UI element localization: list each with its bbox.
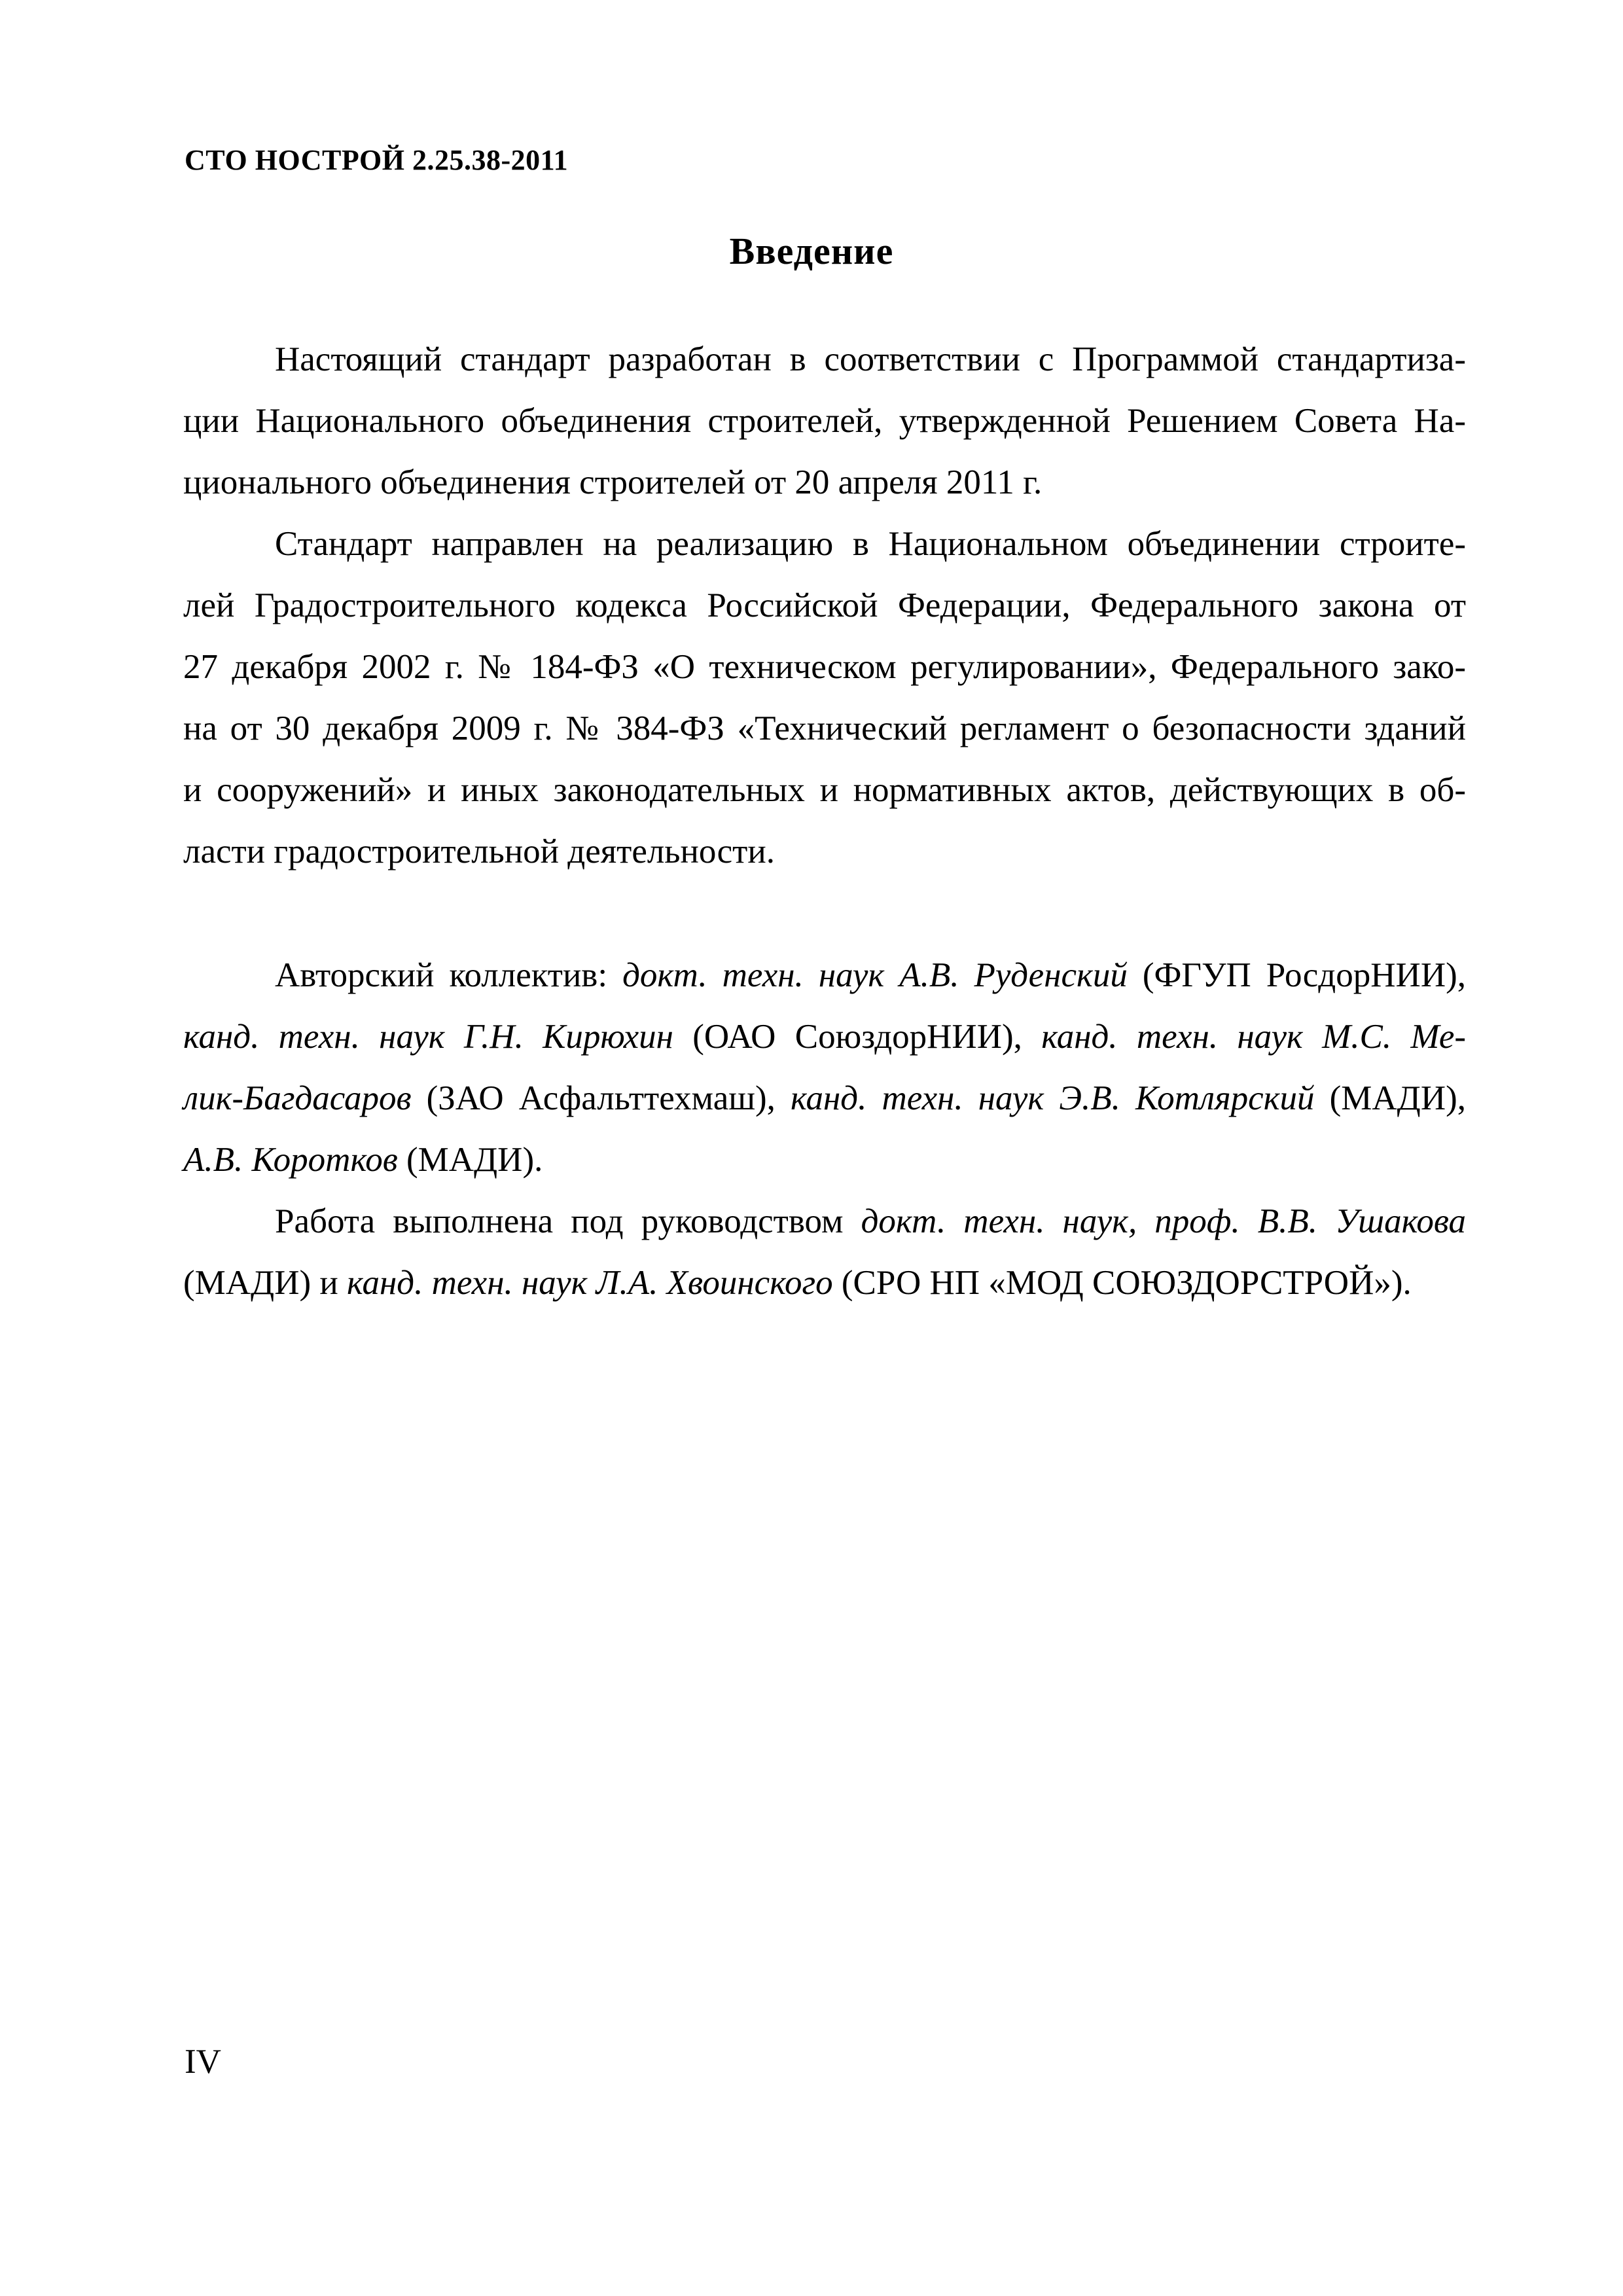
author-org: (МАДИ), [1314, 1079, 1466, 1117]
text-line [183, 1006, 1466, 1067]
author-korotkov: А.В. Коротков [183, 1141, 398, 1179]
supervisor-org: (МАДИ) и [183, 1264, 347, 1302]
paragraph-supervision [183, 1191, 1466, 1314]
text-line [183, 1252, 1466, 1314]
paragraph-purpose [183, 513, 1466, 882]
author-rudensky: докт. техн. наук А.В. Руденский [622, 956, 1128, 994]
standard-code-header: СТО НОСТРОЙ 2.25.38-2011 [185, 144, 569, 176]
text-line [183, 1129, 1466, 1191]
text-line [183, 1067, 1466, 1129]
paragraph-gap [183, 882, 1466, 944]
author-org: (МАДИ). [397, 1141, 543, 1179]
supervision-intro: Работа выполнена под руководством [275, 1202, 861, 1240]
author-melik-bagdasarov-cont: лик-Багдасаров [183, 1079, 412, 1117]
text-line [183, 1191, 1466, 1252]
page-number: IV [185, 2043, 221, 2081]
page-title: Введение [729, 230, 894, 272]
text-line: 27 декабря 2002 г. № 184-ФЗ «О техническом регулировании», Федерального зако- [183, 648, 1466, 686]
document-body [183, 329, 1466, 1314]
author-org: (ОАО СоюздорНИИ), [673, 1018, 1042, 1056]
supervisor-org: (СРО НП «МОД СОЮЗДОРСТРОЙ»). [832, 1264, 1412, 1302]
text-line [183, 944, 1466, 1006]
text-line: и сооружений» и иных законодательных и нормативных актов, действующих в об- [183, 771, 1466, 809]
author-kiryukhin: канд. техн. наук Г.Н. Кирюхин [183, 1018, 673, 1056]
text-line: на от 30 декабря 2009 г. № 384-ФЗ «Технический регламент о безопасности зданий [183, 709, 1466, 747]
text-line: лей Градостроительного кодекса Российской Федерации, Федерального закона от [183, 586, 1466, 624]
text-line: ционального объединения строителей от 20 апреля 2011 г. [183, 463, 1043, 501]
author-org: (ЗАО Асфальттехмаш), [411, 1079, 791, 1117]
text-line: ласти градостроительной деятельности. [183, 833, 775, 870]
author-melik-bagdasarov: канд. техн. наук М.С. Ме- [1041, 1018, 1467, 1056]
author-kotlyarsky: канд. техн. наук Э.В. Котлярский [791, 1079, 1315, 1117]
text-line: ции Национального объединения строителей, утвержденной Решением Совета На- [183, 402, 1466, 440]
text-line: Настоящий стандарт разработан в соответствии с Программой стандартиза- [275, 340, 1466, 378]
supervisor-khvoinsky: канд. техн. наук Л.А. Хвоинского [347, 1264, 833, 1302]
authors-intro: Авторский коллектив: [275, 956, 623, 994]
paragraph-authors [183, 944, 1466, 1191]
text-line: Стандарт направлен на реализацию в Национальном объединении строите- [275, 525, 1466, 563]
paragraph-program [183, 329, 1466, 513]
supervisor-ushakov: докт. техн. наук, проф. В.В. Ушакова [861, 1202, 1466, 1240]
author-org: (ФГУП РосдорНИИ), [1127, 956, 1466, 994]
